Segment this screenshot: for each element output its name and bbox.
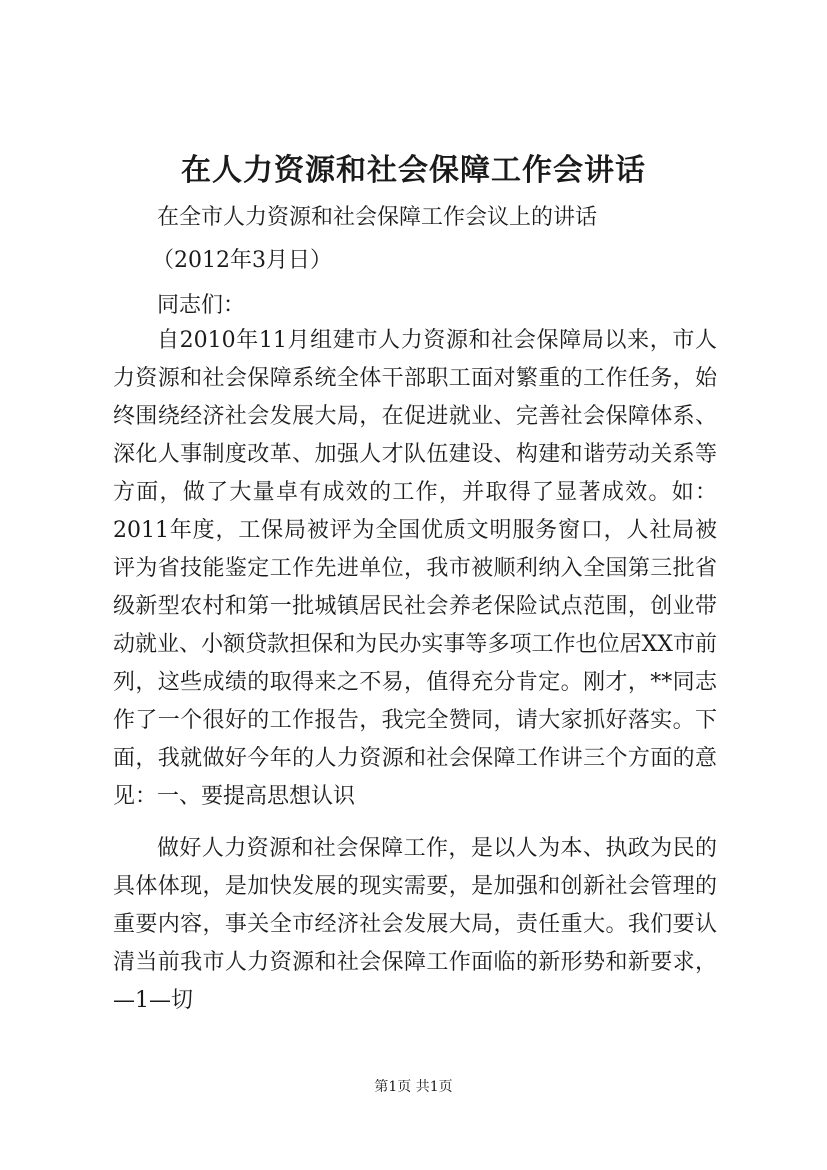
document-title: 在人力资源和社会保障工作会讲话 <box>181 153 646 188</box>
body-paragraph-2: 做好人力资源和社会保障工作，是以人为本、执政为民的具体体现，是加快发展的现实需要，是加强和创新社会管理的重要内容，事关全市经济社会发展大局，责任重大。我们要认清当前我市人力资源和社会保障工作面临的新形势和新要求，—1—切 <box>113 836 717 1013</box>
document-date: （2012年3月日） <box>152 248 332 273</box>
page-footer: 第1页 共1页 <box>374 1079 453 1095</box>
body-paragraph-1: 自2010年11月组建市人力资源和社会保障局以来，市人力资源和社会保障系统全体干部职工面对繁重的工作任务，始终围绕经济社会发展大局，在促进就业、完善社会保障体系、深化人事制度改革、加强人才队伍建设、构建和谐劳动关系等方面，做了大量卓有成效的工作，并取得了显著成效。如：2011年度，工保局被评为全国优质文明服务窗口，人社局被评为省技能鉴定工作先进单位，我市被顺利纳入全国第三批省级新型农村和第一批城镇居民社会养老保险试点范围，创业带动就业、小额贷款担保和为民办实事等多项工作也位居XX市前列，这些成绩的取得来之不易，值得充分肯定。刚才，**同志作了一个很好的工作报告，我完全赞同，请大家抓好落实。下面，我就做好今年的人力资源和社会保障工作讲三个方面的意见： <box>113 328 717 809</box>
section-heading-1: 一、要提高思想认识 <box>157 784 356 809</box>
document-subtitle: 在全市人力资源和社会保障工作会议上的讲话 <box>157 205 598 230</box>
salutation: 同志们： <box>157 293 246 318</box>
